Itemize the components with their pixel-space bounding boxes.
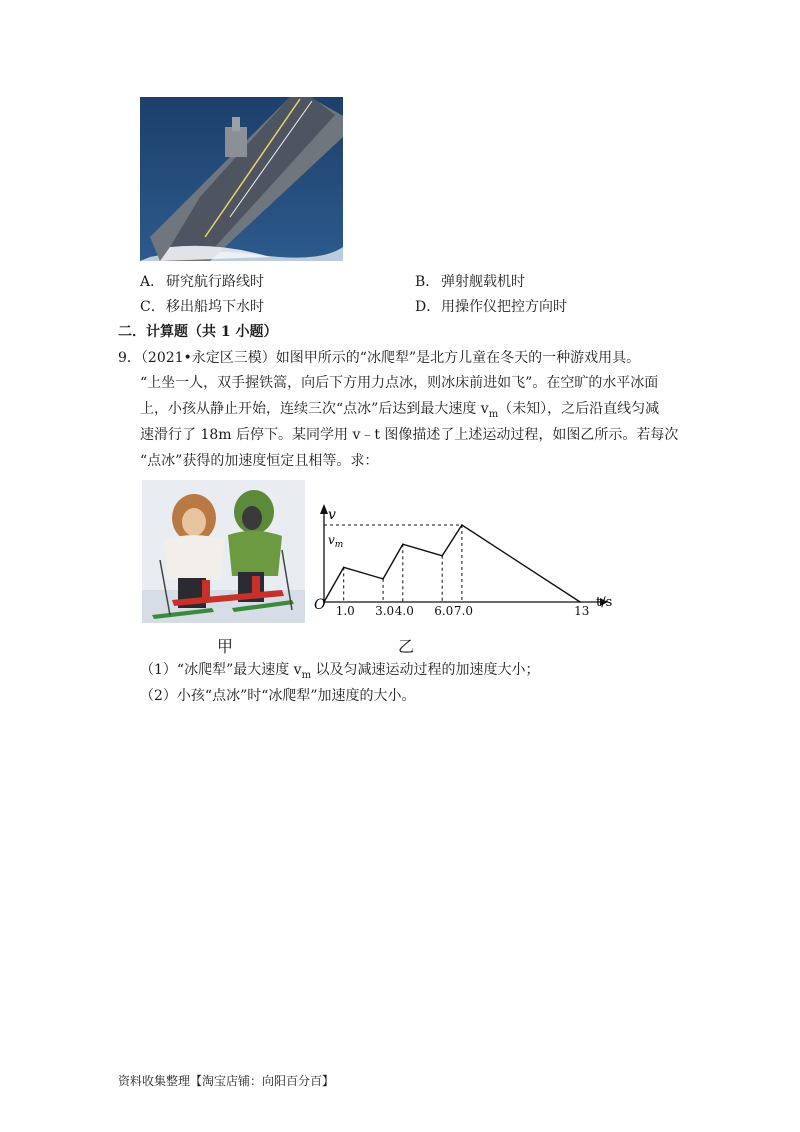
x-tick-label: 13 — [574, 604, 590, 618]
x-tick-label: 4.0 — [394, 604, 414, 618]
data-point — [441, 555, 443, 557]
option-d[interactable]: D．用操作仪把控方向时 — [415, 299, 567, 315]
data-point — [343, 567, 345, 569]
vm-label: $v_m$ — [328, 533, 344, 550]
caption-yi: 乙 — [398, 637, 415, 656]
x-tick-label: 1.0 — [335, 604, 355, 618]
x-tick-label: 3.0 — [375, 604, 395, 618]
vt-graph — [310, 500, 620, 625]
question-line-1: 9．（2021•永定区三模）如图甲所示的“冰爬犁”是北方儿童在冬天的一种游戏用具。 — [118, 350, 641, 366]
option-b[interactable]: B． 弹射舰载机时 — [415, 274, 525, 290]
option-a[interactable]: A． 研究航行路线时 — [140, 274, 264, 290]
question-line-3: 上，小孩从静止开始，连续三次“点冰”后达到最大速度 $v_m$（未知），之后沿直线匀减 — [140, 401, 660, 420]
y-axis-arrow — [320, 504, 328, 514]
x-axis-label: t/s — [596, 595, 613, 610]
section-title: 二．计算题（共 1 小题） — [118, 324, 278, 340]
y-axis-label: v — [328, 507, 336, 523]
origin-label: O — [314, 597, 326, 613]
ice-sled-photo — [142, 480, 305, 623]
data-point — [579, 601, 581, 603]
x-tick-label: 6.0 — [434, 604, 454, 618]
question-line-2: “上坐一人，双手握铁篙，向后下方用力点冰，则冰床前进如飞”。在空旷的水平冰面 — [140, 375, 659, 391]
question-line-5: “点冰”获得的加速度恒定且相等。求： — [140, 453, 379, 469]
x-tick-label: 7.0 — [453, 604, 473, 618]
question-line-4: 速滑行了 18m 后停下。某同学用 v﹣t 图像描述了上述运动过程，如图乙所示。若每次 — [140, 427, 679, 443]
series-line — [324, 525, 580, 602]
sub-question-2: （2）小孩“点冰”时“冰爬犁”加速度的大小。 — [140, 688, 416, 704]
aircraft-carrier-photo — [140, 97, 343, 261]
caption-jia: 甲 — [217, 637, 234, 656]
sub-question-1: （1）“冰爬犁”最大速度 $v_m$ 以及匀减速运动过程的加速度大小； — [140, 662, 540, 681]
option-c[interactable]: C．移出船坞下水时 — [140, 299, 264, 315]
footer-text: 资料收集整理【淘宝店铺：向阳百分百】 — [118, 1074, 335, 1088]
data-point — [382, 578, 384, 580]
data-point — [461, 524, 463, 526]
data-point — [402, 543, 404, 545]
